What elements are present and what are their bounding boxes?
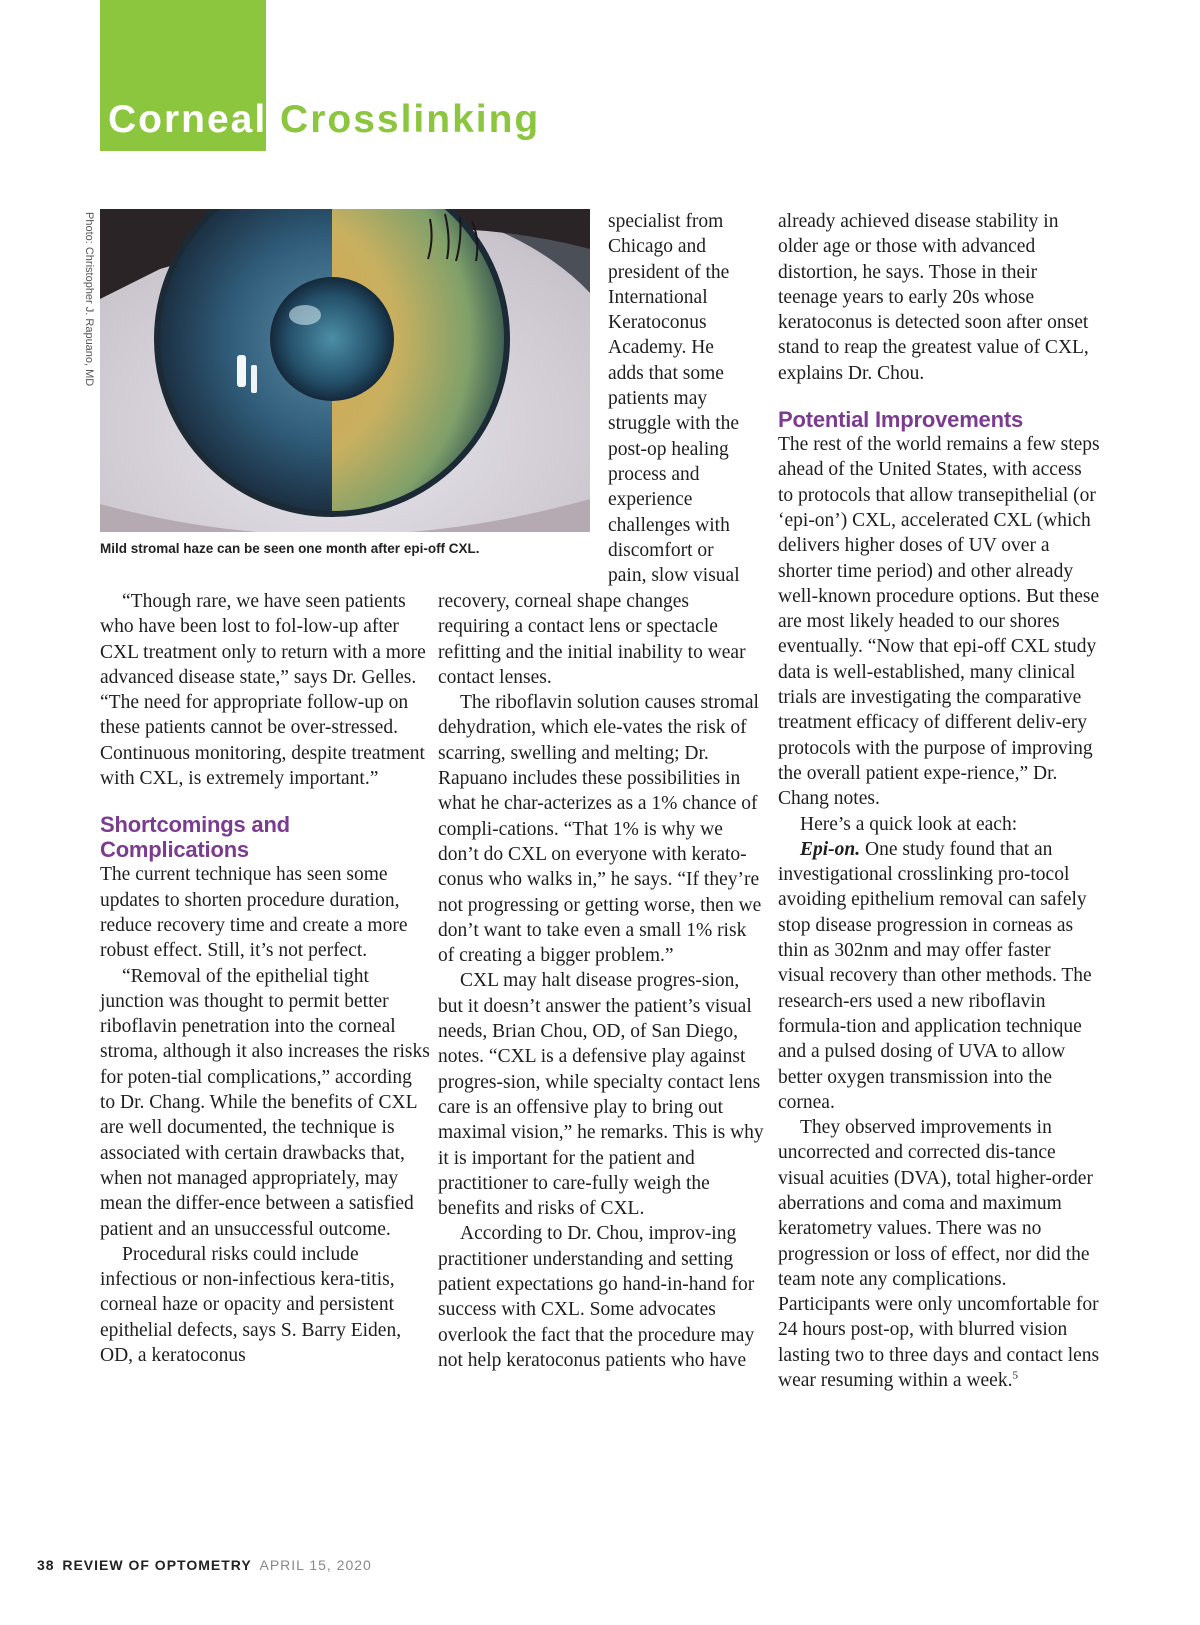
epi-on-text: One study found that an investigational crosslinking pro-tocol avoiding epithelium removal can safely stop disease progression in corneas as thin as 302nm and may offer faster visual recovery than other methods. The research-ers used a new riboflavin formula-tion and application technique and a pulsed dosing of UVA to allow better oxygen transmission into the cornea. xyxy=(778,838,1092,1113)
col2-paragraph-4: According to Dr. Chou, improv-ing practitioner understanding and setting patient expectations go hand-in-hand for success with CXL. Some advocates overlook the fact that the procedure may not help keratoconus patients who have xyxy=(438,1223,755,1371)
reference-marker: 5 xyxy=(1012,1369,1018,1382)
heading-shortcomings: Shortcomings and Complications xyxy=(100,812,290,863)
col2-paragraph-1: recovery, corneal shape changes requiring a contact lens or spectacle refitting and the initial inability to wear contact lenses. xyxy=(438,591,746,688)
col2-top-paragraph: specialist from Chicago and president of the International Keratoconus Academy. He adds that some patients may struggle with the post-op healing process and experience challenges with discomfort or pain, slow visual xyxy=(608,211,740,587)
col3-paragraph-1: already achieved disease stability in older age or those with advanced distortion, he says. Those in their teenage years to early 20s whose keratoconus is detected soon after onset stand to reap the greatest value of CXL, explains Dr. Chou. xyxy=(778,211,1089,384)
heading-potential-improvements: Potential Improvements xyxy=(778,407,1023,433)
photo-caption: Mild stromal haze can be seen one month after epi-off CXL. xyxy=(100,541,480,556)
publication-name: REVIEW OF OPTOMETRY xyxy=(62,1557,252,1573)
col1-paragraph-1: “Though rare, we have seen patients who have been lost to fol-low-up after CXL treatment only to return with a more advanced disease state,” says Dr. Gelles. “The need for appropriate follow-up on these patients cannot be over-stressed. Continuous monitoring, despite treatment with CXL, is extremely important.” xyxy=(100,591,426,790)
col2-paragraph-3: CXL may halt disease progres-sion, but it doesn’t answer the patient’s visual needs, Brian Chou, OD, of San Diego, notes. “CXL is a defensive play against progres-sion, while specialty contact lens care is an offensive play to bring out maximal vision,” he remarks. This is why it is important for the patient and practitioner to care-fully weigh the benefits and risks of CXL. xyxy=(438,970,764,1220)
col2-paragraph-2: The riboflavin solution causes stromal dehydration, which ele-vates the risk of scarring, swelling and melting; Dr. Rapuano includes these possibilities in what he char-acterizes as a 1% chance of compli-cations. “That 1% is why we don’t do CXL on everyone with kerato-conus who walks in,” he says. “If they’re not progressing or getting worse, then we don’t want to take even a small 1% risk of creating a bigger problem.” xyxy=(438,692,762,967)
page-number: 38 xyxy=(37,1557,55,1573)
eye-photo xyxy=(100,209,590,532)
col1-paragraph-2: The current technique has seen some updates to shorten procedure duration, reduce recovery time and create a more robust effect. Still, it’s not perfect. xyxy=(100,864,408,962)
col3-paragraph-5-text: They observed improvements in uncorrected and corrected dis-tance visual acuities (DVA), total higher-order aberrations and coma and maximum keratometry values. There was no progression or loss of effect, nor did the team note any complications. Participants were only uncomfortable for 24 hours post-op, with blurred vision lasting two to three days and contact lens wear resuming within a week. xyxy=(778,1117,1100,1392)
col3-paragraph-2: The rest of the world remains a few steps ahead of the United States, with access to protocols that allow transepithelial (or ‘epi-on’) CXL, accelerated CXL (which delivers higher doses of UV over a shorter time period) and other already well-known procedure options. But these are most likely headed to our shores eventually. “Now that epi-off CXL study data is well-established, many clinical trials are investigating the comparative treatment efficacy of different deliv-ery protocols with the purpose of improving the overall patient expe-rience,” Dr. Chang notes. xyxy=(778,434,1100,810)
page-footer xyxy=(37,1557,372,1573)
column-3 xyxy=(778,209,1100,1393)
col1-paragraph-3: “Removal of the epithelial tight junction was thought to permit better riboflavin penetration into the corneal stroma, although it also increases the risks for poten-tial complications,” according to Dr. Chang. While the benefits of CXL are well documented, the technique is associated with certain drawbacks that, when not managed appropriately, may mean the differ-ence between a satisfied patient and an unsuccessful outcome. xyxy=(100,965,430,1240)
title-word-corneal: Corneal xyxy=(108,98,268,141)
page-title xyxy=(108,98,540,143)
title-word-crosslinking: Crosslinking xyxy=(280,98,541,141)
col3-paragraph-5 xyxy=(778,1115,1100,1393)
issue-date: APRIL 15, 2020 xyxy=(259,1557,372,1573)
column-1 xyxy=(100,589,430,1368)
column-2 xyxy=(438,589,764,1373)
column-2-top xyxy=(608,209,748,588)
col3-paragraph-3: Here’s a quick look at each: xyxy=(800,813,1018,835)
epi-on-lead: Epi-on. xyxy=(800,838,861,860)
col1-paragraph-4: Procedural risks could include infectious or non-infectious kera-titis, corneal haze or opacity and persistent epithelial defects, says S. Barry Eiden, OD, a keratoconus xyxy=(100,1243,402,1367)
col3-paragraph-4 xyxy=(778,837,1100,1115)
photo-credit: Photo: Christopher J. Rapuano, MD xyxy=(83,212,95,387)
